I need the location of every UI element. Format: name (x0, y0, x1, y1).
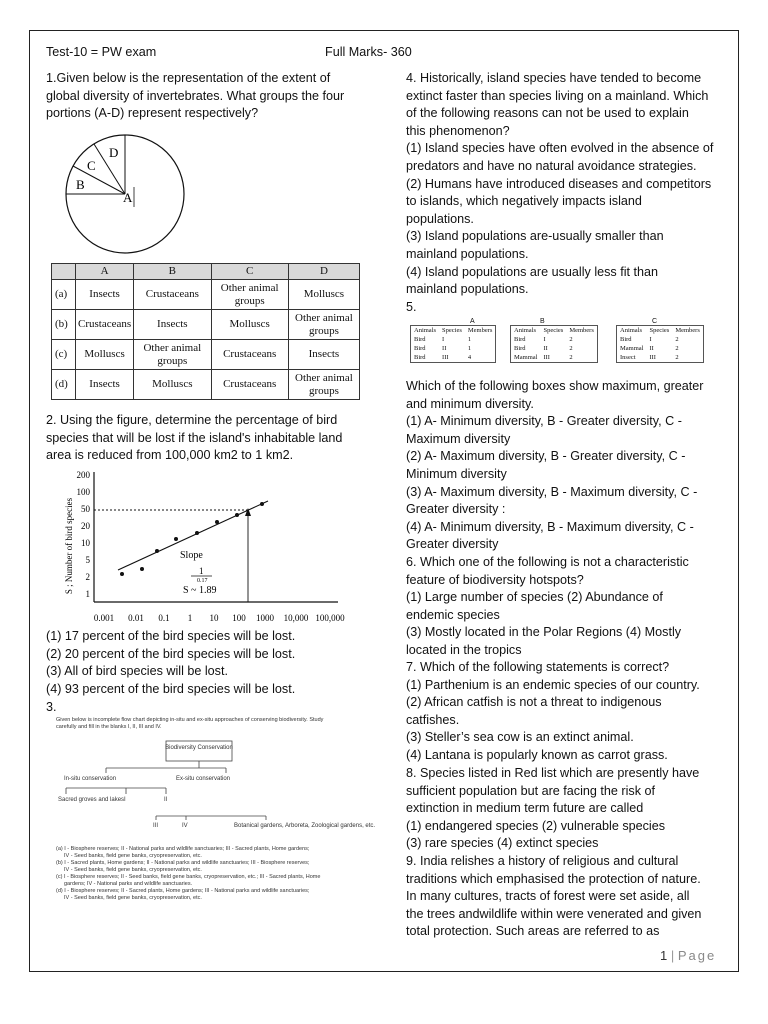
q1-text: 1.Given below is the representation of the extent of global diversity of invertebrates. What groups the four portions (A-D) represent respectively? (46, 71, 345, 121)
q1-pie-chart (60, 132, 190, 262)
svg-text:200: 200 (76, 470, 90, 480)
page-footer: 1 | Page (660, 948, 717, 963)
svg-text:IV: IV (182, 823, 188, 829)
q5-box-c: C Animals Species Members Bird I 2 Mammal II 2 Insect III 2 (616, 318, 704, 363)
q3-options: (a) I - Biosphere reserves; II - National parks and wildlife sanctuaries; III - Sacred plants, Home gardens; IV - Seed banks, field gene banks, cryopreservation, etc. (b) I - Sacred plants, Home gardens; II - National parks and wildlife sanctuaries; III - Biosphere reserves; IV - Seed banks, field gene banks, cryopreservation, etc. (c) I - Biosphere reserves; II - Seed banks, field gene banks, cryopreservation, etc.; III - Sacred plants, Home gardens; IV - National parks and wildlife sanctuaries. (d) I - Biosphere reserves; II - Sacred plants, Home gardens; III - National parks and wildlife sanctuaries; IV - Seed banks, field gene banks, cryopreservation, etc. (56, 846, 321, 901)
svg-text:1: 1 (85, 589, 90, 599)
q2-text: 2. Using the figure, determine the percentage of bird species that will be lost if the island's inhabitable land area is reduced from 100,000 km2 to 1 km2. (46, 413, 343, 463)
q8-text: 8. Species listed in Red list which are presently have sufficient population but are facing the risk of extinction in medium term future are called (1) endangered species (2) vulnerable species (3) rare species (4) extinct species (406, 766, 700, 851)
svg-text:In-situ conservation: In-situ conservation (64, 776, 117, 782)
svg-text:100: 100 (232, 613, 246, 623)
pie-label-b: B (76, 177, 85, 192)
svg-text:1: 1 (187, 613, 193, 623)
svg-text:Botanical gardens, Arboreta, Z: Botanical gardens, Arboreta, Zoological gardens, etc. (234, 823, 376, 829)
svg-text:0.01: 0.01 (128, 613, 144, 623)
q3-intro: Given below is incomplete flow chart depicting in-situ and ex-situ approaches of conserving biodiversity. Study carefully and fill in the blanks I, II, III and IV. (56, 717, 324, 730)
pie-label-a: A (123, 190, 133, 205)
page-number: 1 (660, 948, 668, 963)
svg-text:S ~ 1.89: S ~ 1.89 (183, 585, 217, 596)
svg-text:50: 50 (81, 504, 90, 514)
header-right: Full Marks- 360 (325, 45, 412, 59)
svg-text:III: III (153, 823, 159, 829)
svg-text:1000: 1000 (256, 613, 274, 623)
svg-text:10,000: 10,000 (283, 613, 309, 623)
page-label: Page (677, 948, 717, 963)
svg-text:100,000: 100,000 (315, 613, 345, 623)
svg-text:0.001: 0.001 (93, 613, 115, 623)
pie-label-d: D (109, 145, 119, 160)
svg-text:10: 10 (209, 613, 219, 623)
q6-text: 6. Which one of the following is not a characteristic feature of biodiversity hotspots? (1) Large number of species (2) Abundance of endemic species (3) Mostly located in the Polar Regions (4) Mostly located in the tropics (406, 555, 689, 657)
svg-text:0.1: 0.1 (158, 613, 170, 623)
svg-text:1: 1 (199, 566, 204, 576)
q5-box-b: B Animals Species Members Bird I 2 Bird II 2 Mammal III 2 (510, 318, 598, 363)
header-left: Test-10 = PW exam (46, 45, 157, 59)
q5-number: 5. (406, 300, 417, 314)
svg-text:5: 5 (85, 555, 90, 565)
q5-box-a: A Animals Species Members Bird I 1 Bird II 1 Bird III 4 (410, 318, 496, 363)
q7-text: 7. Which of the following statements is correct? (1) Parthenium is an endemic species of our country. (2) African catfish is not a threat to indigenous catfishes. (3) Steller’s sea cow is an extinct animal. (4) Lantana is popularly known as carrot grass. (406, 660, 700, 762)
q2-options: (1) 17 percent of the bird species will be lost. (2) 20 percent of the bird species will be lost. (3) All of bird species will be lost. (4) 93 percent of the bird species will be lost. (46, 629, 296, 696)
q5-text: Which of the following boxes show maximum, greater and minimum diversity. (1) A- Minimum diversity, B - Greater diversity, C - Maximum diversity (2) A- Maximum diversity, B - Greater diversity, C - Minimum diversity (3) A- Maximum diversity, B - Maximum diversity, C - Greater diversity : (4) A- Minimum diversity, B - Maximum diversity, C - Greater diversity (406, 379, 704, 552)
svg-text:Sacred groves and lakes: Sacred groves and lakes (58, 797, 125, 803)
q3-flowchart (56, 738, 376, 846)
pie-label-c: C (87, 158, 96, 173)
svg-text:0.17: 0.17 (197, 578, 208, 584)
svg-text:2: 2 (85, 572, 90, 582)
svg-text:Ex-situ conservation: Ex-situ conservation (176, 776, 231, 782)
svg-text:100: 100 (76, 487, 90, 497)
q2-species-area-graph (56, 466, 346, 626)
q4-text: 4. Historically, island species have tended to become extinct faster than species living on a mainland. Which of the following reasons can not be used to explain this phenomenon? (1) Island species have often evolved in the absence of predators and have no natural avoidance strategies. (2) Humans have introduced diseases and competitors to islands, which negatively impacts island populations. (3) Island populations are-usually smaller than mainland populations. (4) Island populations are usually less fit than mainland populations. (406, 71, 714, 297)
q3-number: 3. (46, 700, 57, 714)
svg-text:S ; Number of bird species: S ; Number of bird species (64, 497, 74, 595)
svg-text:Slope: Slope (180, 550, 203, 561)
q1-options-table: A B C D (a) Insects Crustaceans Other animal groups Molluscs (b) Crustaceans Insects Molluscs Other animal groups (c) Molluscs Other animal groups Crustaceans Insects (d) Insects Molluscs Crustaceans Other animal groups (51, 263, 360, 400)
svg-text:II: II (164, 797, 168, 803)
q9-text: 9. India relishes a history of religious and cultural traditions which emphasised the protection of nature. In many cultures, tracts of forest were set aside, all the trees andwildlife within were venerated and given total protection. Such areas are referred to as (406, 854, 702, 939)
svg-text:I: I (124, 797, 126, 803)
svg-text:10: 10 (81, 538, 90, 548)
svg-text:20: 20 (81, 521, 90, 531)
svg-text:Biodiversity Conservation: Biodiversity Conservation (165, 745, 233, 751)
